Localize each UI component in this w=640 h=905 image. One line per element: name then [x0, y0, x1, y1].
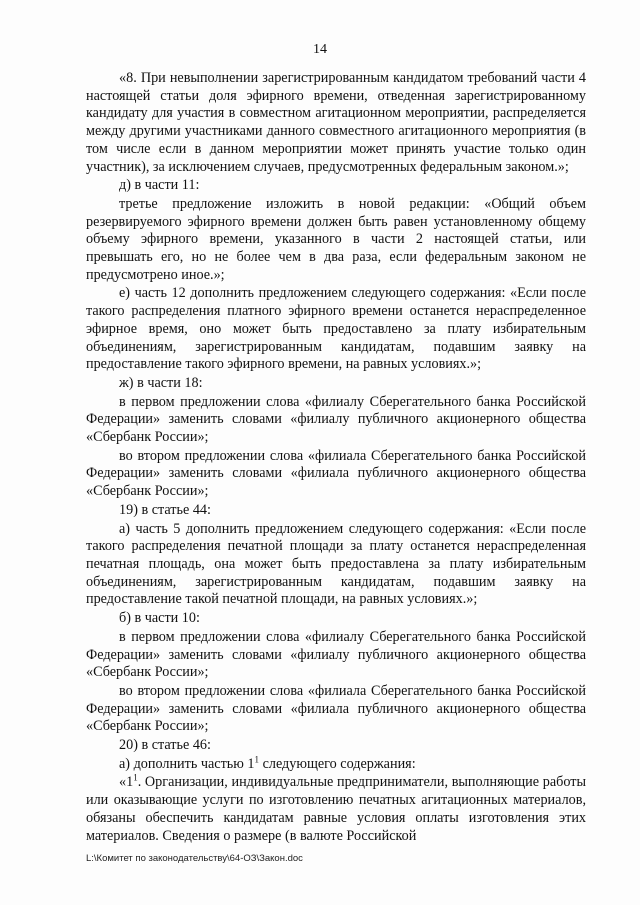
paragraph-first-sentence-18: в первом предложении слова «филиалу Сберегательного банка Российской Федерации» заменить словами «филиалу публичного акционерного общества «Сбербанк России»; [86, 393, 586, 446]
paragraph-part-1-1-start: «1 [119, 774, 134, 791]
paragraph-item-a-46-tail: следующего содержания: [259, 755, 416, 772]
paragraph-first-sentence-10: в первом предложении слова «филиалу Сберегательного банка Российской Федерации» заменить словами «филиалу публичного акционерного общества «Сбербанк России»; [86, 628, 586, 681]
paragraph-part-8: «8. При невыполнении зарегистрированным кандидатом требований части 4 настоящей статьи доля эфирного времени, отведенная зарегистрированному кандидату для участия в совместном агитационном мероприятии, распределяется между другими участниками данного совместного агитационного мероприятия (в том числе если в данном мероприятии может принять участие только один участник), за исключением случаев, предусмотренных федеральным законом.»; [86, 70, 586, 175]
superscript: 1 [254, 753, 260, 764]
file-path-footer: L:\Комитет по законодательству\64-ОЗ\Закон.doc [86, 853, 303, 864]
page-number: 14 [313, 42, 327, 57]
document-body [86, 70, 586, 845]
paragraph-item-a-46 [86, 753, 586, 774]
superscript: 1 [133, 772, 138, 783]
paragraph-article-46: 20) в статье 46: [119, 737, 211, 754]
paragraph-item-zh: ж) в части 18: [119, 374, 203, 391]
paragraph-item-a-46-text: а) дополнить частью 1 [119, 755, 255, 772]
paragraph-second-sentence-18: во втором предложении слова «филиала Сберегательного банка Российской Федерации» заменить словами «филиала публичного акционерного общества «Сбербанк России»; [86, 447, 586, 500]
paragraph-article-44: 19) в статье 44: [119, 501, 211, 518]
paragraph-second-sentence-10: во втором предложении слова «филиала Сберегательного банка Российской Федерации» заменить словами «филиала публичного акционерного общества «Сбербанк России»; [86, 682, 586, 735]
paragraph-item-a-44: а) часть 5 дополнить предложением следующего содержания: «Если после такого распределения печатной площади за плату останется нераспределенная печатная площадь, она может быть предоставлена за плату избирательным объединениям, зарегистрированным кандидатам, подавшим заявку на предоставление такой печатной площади, на равных условиях.»; [86, 520, 586, 608]
paragraph-part-1-1-text: . Организации, индивидуальные предприниматели, выполняющие работы или оказывающие услуги по изготовлению печатных агитационных материалов, обязаны обеспечить кандидатам равные условия оплаты изготовления этих материалов. Сведения о размере (в валюте Российской [86, 774, 586, 844]
paragraph-item-e: е) часть 12 дополнить предложением следующего содержания: «Если после такого распределения платного эфирного времени останется нераспределенное эфирное время, оно может быть предоставлено за плату избирательным объединениям, зарегистрированным кандидатам, подавшим заявку на предоставление такого эфирного времени, на равных условиях.»; [86, 285, 586, 373]
paragraph-item-d: д) в части 11: [119, 177, 200, 194]
paragraph-item-b-10: б) в части 10: [119, 610, 200, 627]
paragraph-third-sentence: третье предложение изложить в новой редакции: «Общий объем резервируемого эфирного времени должен быть равен установленному общему объему эфирного времени, указанного в части 2 настоящей статьи, или превышать его, но не более чем в два раза, если федеральным законом не предусмотрено иное.»; [86, 195, 586, 283]
paragraph-part-1-1 [86, 774, 586, 845]
